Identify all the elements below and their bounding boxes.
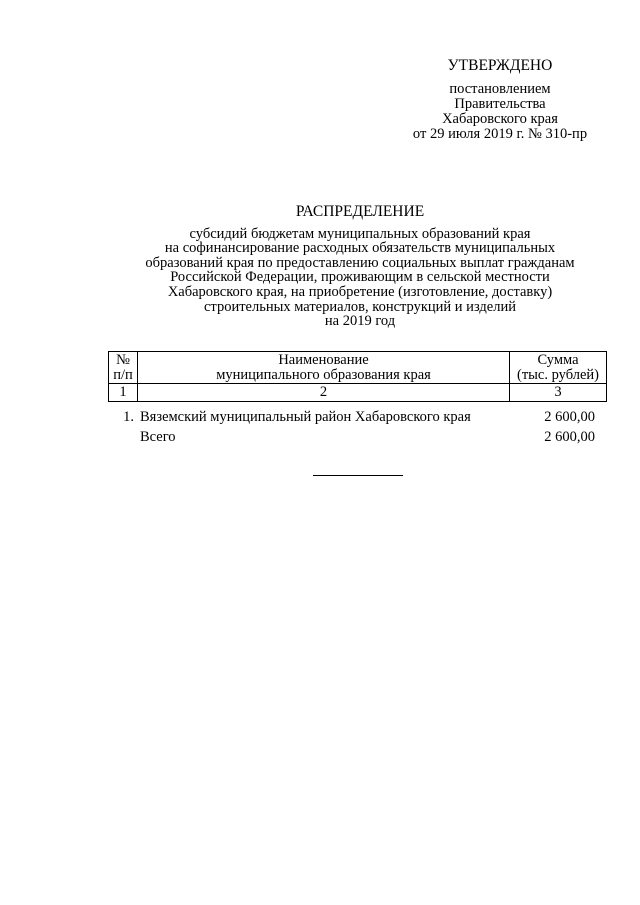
- header-row: [109, 352, 607, 384]
- title-line: Хабаровского края, на приобретение (изготовление, доставку): [167, 283, 553, 300]
- column-number-cell: 1: [109, 384, 138, 402]
- title-line: строительных материалов, конструкций и изделий: [204, 298, 516, 315]
- approval-line: Правительства: [454, 96, 546, 112]
- column-number-cell: 3: [510, 384, 607, 402]
- approval-line: Хабаровского края: [442, 111, 558, 127]
- header-cell-number: [109, 352, 138, 384]
- row-number: 1.: [123, 409, 134, 425]
- column-number-row: [109, 384, 607, 402]
- title-line: субсидий бюджетам муниципальных образований края: [189, 225, 531, 242]
- row-number: [108, 427, 136, 447]
- title-line: на 2019 год: [324, 313, 396, 330]
- approval-heading: УТВЕРЖДЕНО: [447, 57, 553, 74]
- table-row: [108, 407, 607, 427]
- title-line: на софинансирование расходных обязательств муниципальных: [164, 240, 556, 257]
- header-text: муниципального образования края: [216, 366, 431, 383]
- header-text: Наименование: [278, 352, 369, 368]
- header-text: №: [116, 352, 130, 368]
- approval-date: от 29 июля 2019 г. № 310-пр: [412, 126, 588, 142]
- approval-block: [400, 58, 600, 142]
- approval-line: постановлением: [449, 81, 551, 97]
- title-heading: РАСПРЕДЕЛЕНИЕ: [295, 203, 425, 220]
- header-text: Сумма: [537, 352, 579, 368]
- header-cell-sum: [510, 352, 607, 384]
- distribution-table-header: [108, 351, 607, 402]
- title-line: образований края по предоставлению социальных выплат гражданам: [145, 254, 575, 271]
- table-row-total: [108, 427, 607, 447]
- header-cell-name: [138, 352, 510, 384]
- column-number-cell: 2: [138, 384, 510, 402]
- document-title: [110, 205, 610, 329]
- row-name: Вяземский муниципальный район Хабаровского края: [140, 409, 471, 425]
- header-text: п/п: [113, 366, 133, 383]
- header-text: (тыс. рублей): [517, 366, 599, 383]
- end-divider: [313, 475, 403, 476]
- row-name: Всего: [140, 429, 176, 445]
- row-sum: 2 600,00: [544, 409, 595, 425]
- title-line: Российской Федерации, проживающим в сельской местности: [170, 269, 550, 286]
- row-sum: 2 600,00: [544, 429, 595, 445]
- distribution-table-body: [108, 407, 607, 447]
